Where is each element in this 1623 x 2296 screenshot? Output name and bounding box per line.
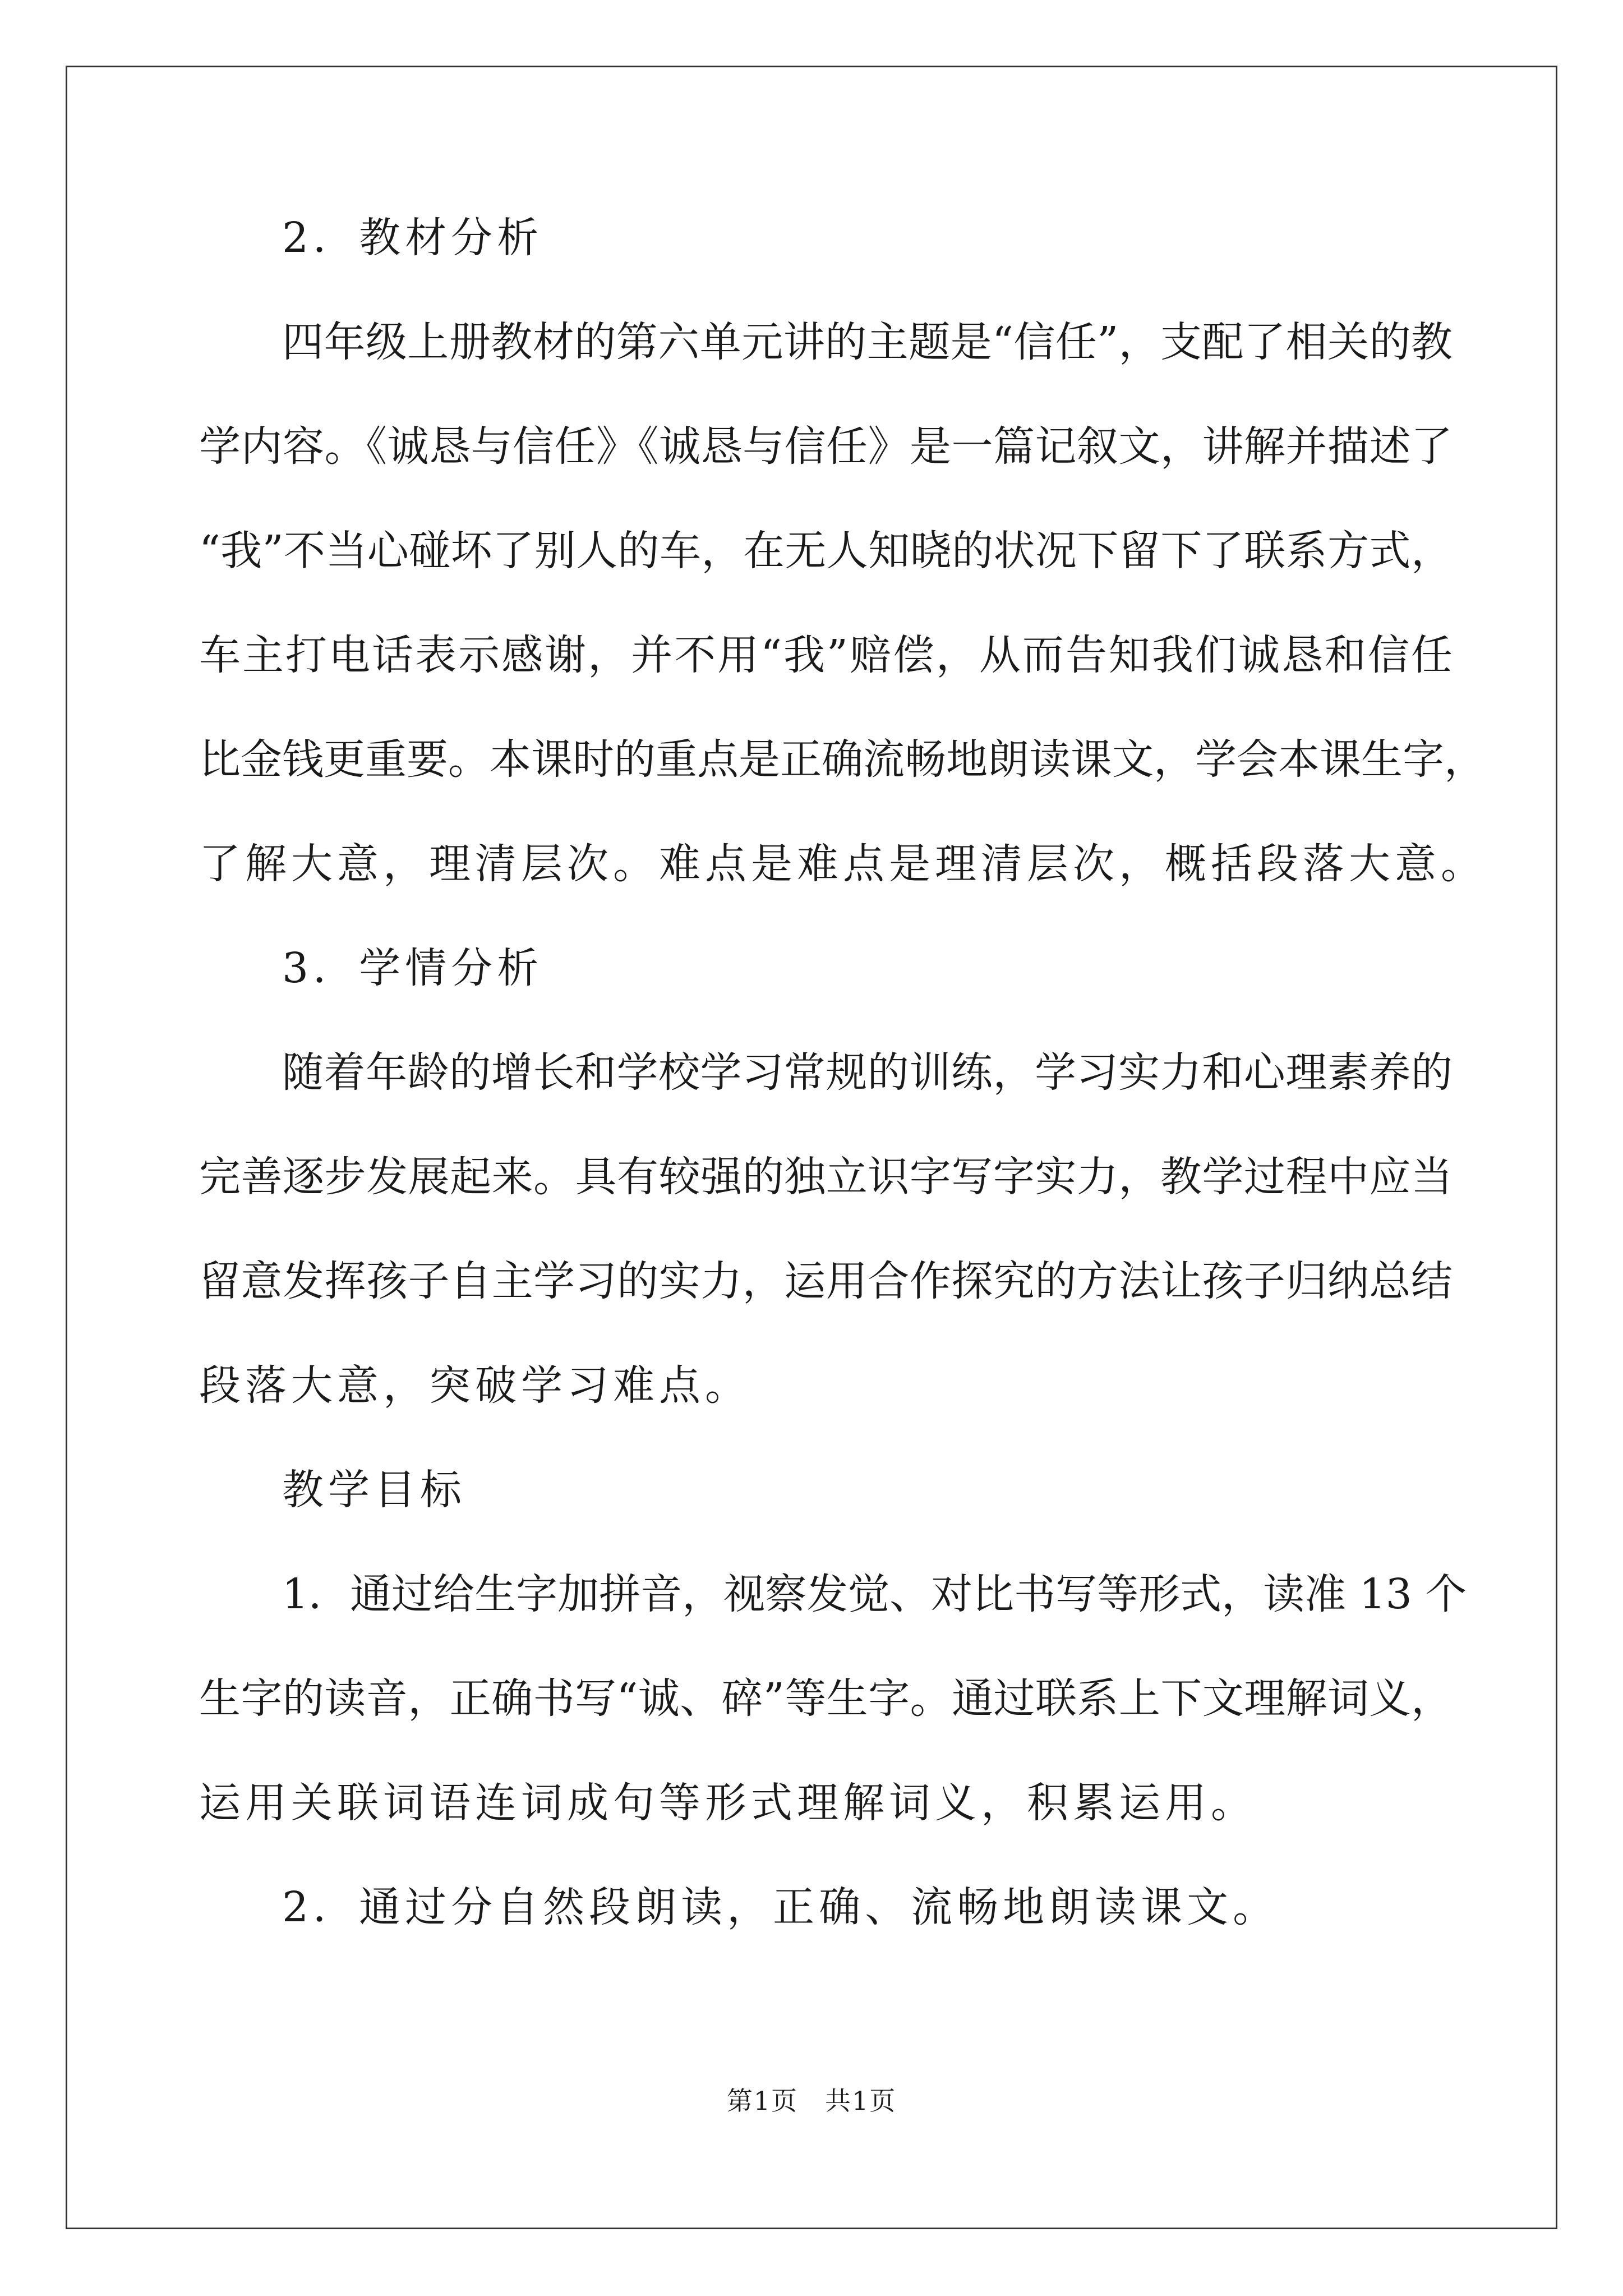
- paragraph-line: 留意发挥孩子自主学习的实力，运用合作探究的方法让孩子归纳总结: [199, 1257, 1453, 1305]
- heading-learner-analysis: 3．学情分析: [282, 944, 543, 992]
- paragraph-line: 运用关联词语连词成句等形式理解词义，积累运用。: [199, 1779, 1257, 1827]
- paragraph-line: 2．通过分自然段朗读，正确、流畅地朗读课文。: [282, 1883, 1279, 1931]
- paragraph-line: 学内容。《诚恳与信任》《诚恳与信任》是一篇记叙文，讲解并描述了: [199, 422, 1453, 471]
- paragraph-line: 了解大意，理清层次。难点是难点是理清层次，概括段落大意。: [199, 840, 1487, 888]
- paragraph-line: 比金钱更重要。本课时的重点是正确流畅地朗读课文，学会本课生字，: [199, 735, 1486, 784]
- page-number-footer: 第1页 共1页: [726, 2086, 897, 2116]
- paragraph-line: 四年级上册教材的第六单元讲的主题是“信任”，支配了相关的教: [282, 318, 1453, 366]
- heading-teaching-goals: 教学目标: [282, 1466, 466, 1514]
- paragraph-line: 随着年龄的增长和学校学习常规的训练，学习实力和心理素养的: [282, 1048, 1453, 1097]
- heading-textbook-analysis: 2．教材分析: [282, 214, 543, 262]
- paragraph-line: 段落大意，突破学习难点。: [199, 1361, 751, 1410]
- paragraph-line: 车主打电话表示感谢，并不用“我”赔偿，从而告知我们诚恳和信任: [199, 631, 1453, 679]
- paragraph-line: 完善逐步发展起来。具有较强的独立识字写字实力，教学过程中应当: [199, 1153, 1453, 1201]
- paragraph-line: 生字的读音，正确书写“诚、碎”等生字。通过联系上下文理解词义，: [199, 1674, 1453, 1723]
- paragraph-line: “我”不当心碰坏了别人的车，在无人知晓的状况下留下了联系方式，: [199, 527, 1453, 575]
- paragraph-line: 1．通过给生字加拼音，视察发觉、对比书写等形式，读准 13 个: [282, 1570, 1467, 1618]
